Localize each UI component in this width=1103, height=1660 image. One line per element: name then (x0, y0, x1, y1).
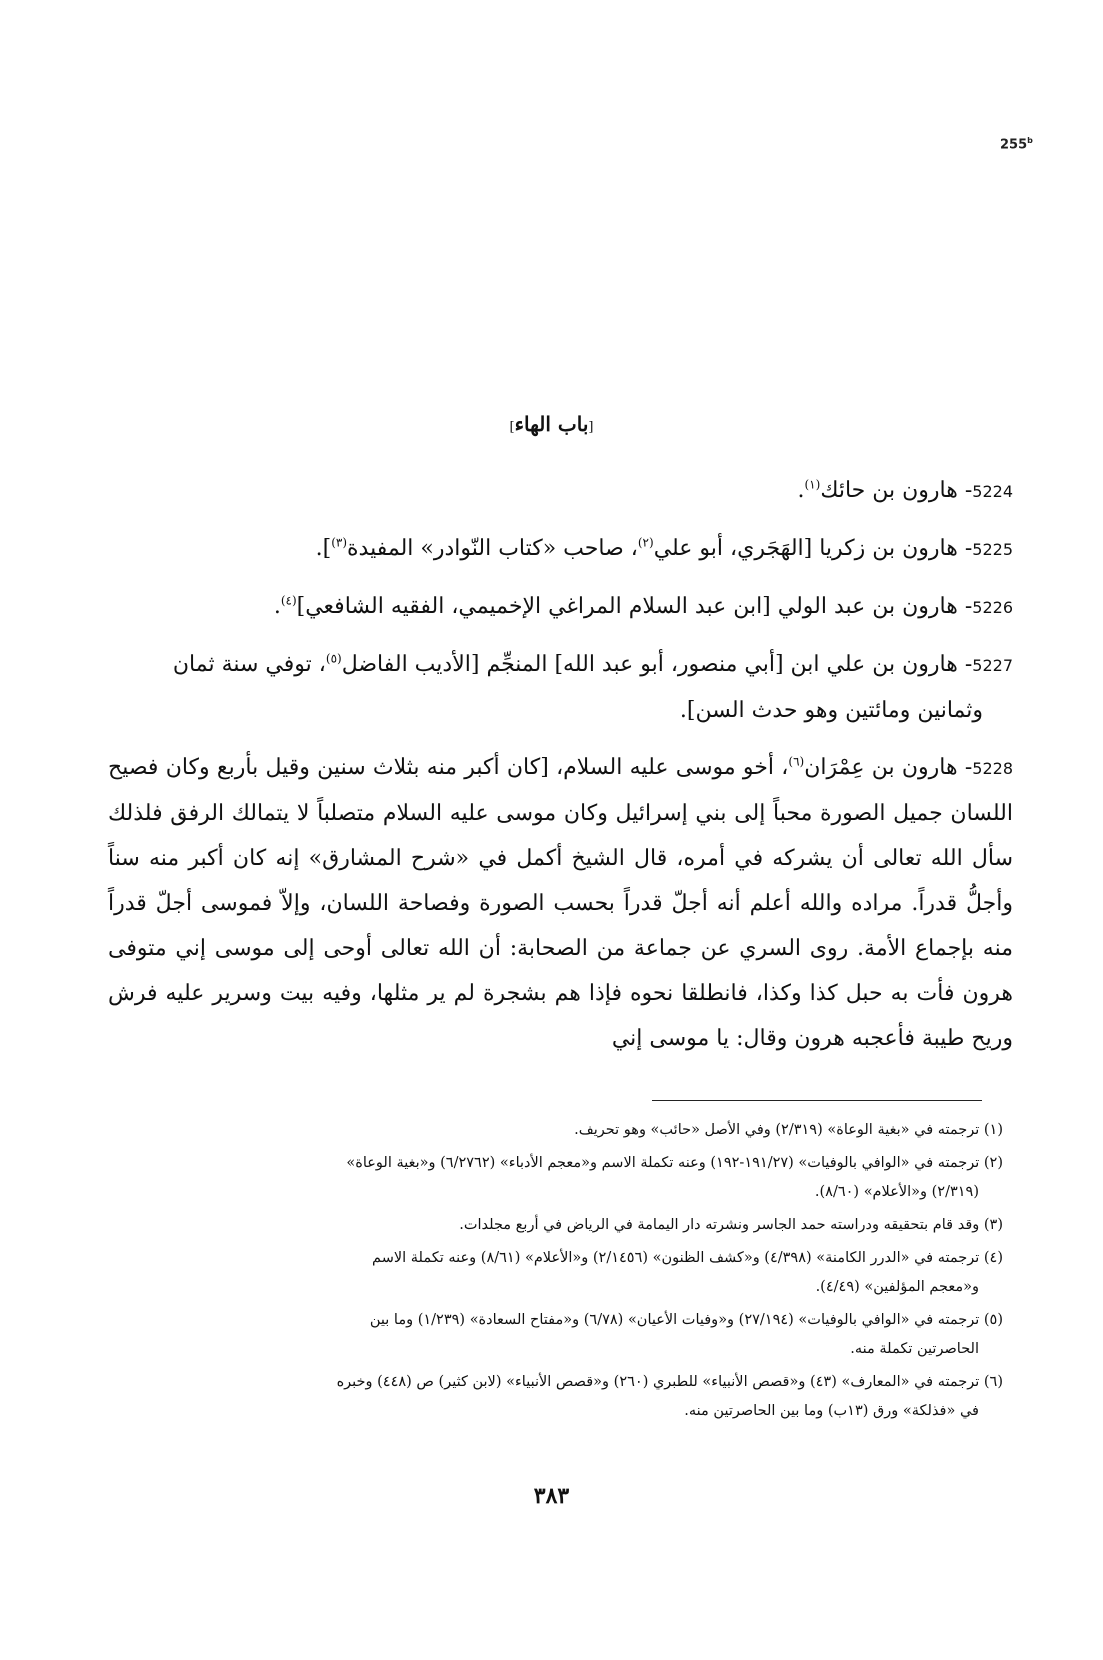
entry-text: - هارون بن زكريا [الهَجَري، أبو علي (653, 536, 973, 561)
entry-tail: ، أخو موسى عليه السلام، [كان أكبر منه بثلاث سنين وقيل بأربع وكان فصيح اللسان جميل الصورة محباً إلى بني إسرائيل وكان موسى عليه السلام متصلباً لا يتمالك الرفق فلذلك سأل الله تعالى أن يشركه في أمره، قال الشيخ أكمل في «شرح المشارق» إنه كان أكبر منه سناً وأجلُّ قدراً. مراده والله أعلم أنه أجلّ قدراً بحسب الصورة وفصاحة اللسان، وإلاّ فموسى أجلّ قدراً منه بإجماع الأمة. روى السري عن جماعة من الصحابة: أن الله تعالى أوحى إلى موسى إني متوفى هرون فأت به حبل كذا وكذا، فانطلقا نحوه فإذا هم بشجرة لم ير مثلها، وفيه بيت وسرير عليه فرش وريح طيبة فأعجبه هرون وقال: يا موسى إني (108, 755, 1013, 1051)
footnote-5 (108, 1306, 1003, 1364)
footnote-continuation: و«معجم المؤلفين» (٤/٤٩). (815, 1279, 979, 1295)
chapter-heading (0, 412, 1103, 436)
footnote-ref: (٢) (637, 535, 654, 550)
footnote-text: (٢) ترجمته في «الوافي بالوفيات» (١٩١/٢٧-١٩٢) وعنه تكملة الاسم و«معجم الأدباء» (٦/٢٧٦٢) و«بغية الوعاة» (346, 1155, 1003, 1171)
entry-tail: . (797, 478, 805, 503)
entry-number: 5225 (972, 540, 1013, 559)
footnotes (108, 1116, 1003, 1430)
entry-tail: ]. (315, 536, 332, 561)
chapter-title: باب الهاء (514, 412, 589, 436)
footnote-3 (108, 1211, 1003, 1240)
footnote-continuation: الحاصرتين تكملة منه. (850, 1341, 979, 1357)
footnote-4 (108, 1244, 1003, 1302)
entry-continuation: وثمانين ومائتين وهو حدث السن]. (679, 698, 983, 723)
entry-text: - هارون بن حائك (820, 478, 973, 503)
entry-text: - هارون بن عِمْرَان (804, 755, 973, 780)
entry-text: - هارون بن عبد الولي [ابن عبد السلام المراغي الإخميمي، الفقيه الشافعي] (296, 594, 973, 619)
entry-5227 (108, 642, 1013, 733)
footnote-1 (108, 1116, 1003, 1145)
entry-number: 5226 (972, 598, 1013, 617)
footnote-text: (٣) وقد قام بتحقيقه ودراسته حمد الجاسر ونشرته دار اليمامة في الرياض في أربع مجلدات. (459, 1217, 1003, 1233)
main-text (108, 468, 1013, 1073)
footnote-text: (٦) ترجمته في «المعارف» (٤٣) و«قصص الأنبياء» للطبري (٢٦٠) و«قصص الأنبياء» (لابن كثير) ص (٤٤٨) وخبره (336, 1374, 1003, 1390)
bracket-close: ] (509, 420, 515, 435)
footnote-ref: (٤) (280, 593, 297, 608)
page-number: ٣٨٣ (533, 1483, 570, 1509)
entry-number: 5224 (972, 482, 1013, 501)
footnote-divider (652, 1100, 982, 1101)
footnote-text: (٥) ترجمته في «الوافي بالوفيات» (٢٧/١٩٤) و«وفيات الأعيان» (٦/٧٨) و«مفتاح السعادة» (١/٢٣٩) وما بين (369, 1312, 1003, 1328)
footnote-ref: (٦) (788, 754, 805, 769)
bracket-open: [ (588, 420, 594, 435)
page-marker (1000, 136, 1033, 152)
entry-tail: . (273, 594, 281, 619)
entry-tail: ، توفي سنة ثمان (172, 652, 326, 677)
footnote-ref: (٣) (331, 535, 348, 550)
entry-5225 (108, 526, 1013, 572)
page-marker-suffix: b (1027, 136, 1033, 145)
entry-tail: ، صاحب «كتاب النّوادر» المفيدة (347, 536, 638, 561)
entry-5224 (108, 468, 1013, 514)
footnote-ref: (٥) (325, 651, 342, 666)
entry-5226 (108, 584, 1013, 630)
entry-5228 (108, 745, 1013, 1061)
entry-number: 5228 (972, 759, 1014, 778)
footnote-text: (٤) ترجمته في «الدرر الكامنة» (٤/٣٩٨) و«كشف الظنون» (٢/١٤٥٦) و«الأعلام» (٨/٦١) وعنه تكملة الاسم (372, 1250, 1003, 1266)
footnote-2 (108, 1149, 1003, 1207)
footnote-6 (108, 1368, 1003, 1426)
footnote-continuation: (٢/٣١٩) و«الأعلام» (٨/٦٠). (814, 1184, 979, 1200)
page-marker-number: 255 (1000, 137, 1028, 153)
footnote-text: (١) ترجمته في «بغية الوعاة» (٢/٣١٩) وفي الأصل «حائب» وهو تحريف. (574, 1122, 1003, 1138)
entry-number: 5227 (972, 656, 1013, 675)
entry-text: - هارون بن علي ابن [أبي منصور، أبو عبد الله] المنجِّم [الأديب الفاضل (341, 652, 973, 677)
footnote-ref: (١) (804, 477, 821, 492)
footnote-continuation: في «فذلكة» ورق (١٣ب) وما بين الحاصرتين منه. (684, 1403, 979, 1419)
